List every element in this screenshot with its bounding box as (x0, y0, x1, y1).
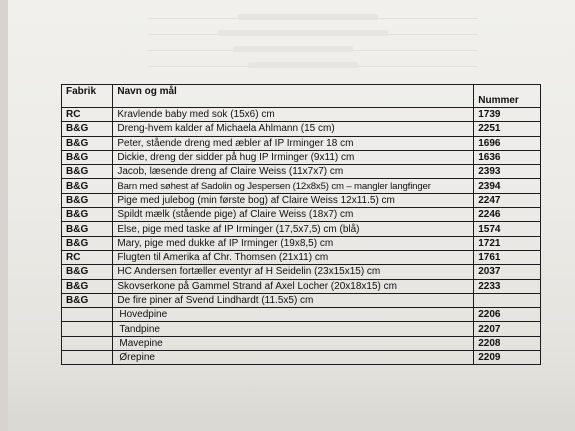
cell-navn: Else, pige med taske af IP Irminger (17,5x7,5) cm (blå) (113, 222, 474, 236)
cell-nummer: 2233 (474, 279, 541, 293)
cell-fabrik (62, 322, 113, 336)
table-row (62, 293, 541, 307)
cell-nummer: 2247 (474, 193, 541, 207)
table-row (62, 122, 541, 136)
cell-nummer: 2394 (474, 179, 541, 193)
header-navn: Navn og mål (113, 85, 474, 108)
figurine-table (61, 84, 541, 365)
header-fabrik: Fabrik (62, 85, 113, 108)
table-row (62, 208, 541, 222)
cell-nummer: 2208 (474, 336, 541, 350)
cell-fabrik: B&G (62, 265, 113, 279)
cell-fabrik: B&G (62, 136, 113, 150)
cell-navn: Pige med julebog (min første bog) af Claire Weiss 12x11.5) cm (113, 193, 474, 207)
table-row (62, 250, 541, 264)
cell-fabrik: B&G (62, 208, 113, 222)
cell-navn: Ørepine (113, 351, 474, 365)
cell-fabrik: B&G (62, 293, 113, 307)
cell-fabrik: B&G (62, 222, 113, 236)
table-row (62, 351, 541, 365)
cell-fabrik: B&G (62, 279, 113, 293)
cell-navn: Tandpine (113, 322, 474, 336)
cell-fabrik: B&G (62, 150, 113, 164)
cell-nummer: 2207 (474, 322, 541, 336)
cell-navn: Flugten til Amerika af Chr. Thomsen (21x11) cm (113, 250, 474, 264)
cell-navn: Mavepine (113, 336, 474, 350)
bleed-through-text (233, 46, 353, 52)
cell-nummer: 2246 (474, 208, 541, 222)
cell-navn: Spildt mælk (stående pige) af Claire Weiss (18x7) cm (113, 208, 474, 222)
cell-nummer: 1636 (474, 150, 541, 164)
table-row (62, 322, 541, 336)
table-row (62, 222, 541, 236)
cell-navn: Mary, pige med dukke af IP Irminger (19x8,5) cm (113, 236, 474, 250)
cell-navn: Dickie, dreng der sidder på hug IP Irminger (9x11) cm (113, 150, 474, 164)
cell-nummer: 2251 (474, 122, 541, 136)
cell-nummer: 1696 (474, 136, 541, 150)
cell-nummer: 1721 (474, 236, 541, 250)
cell-fabrik (62, 336, 113, 350)
table-row (62, 108, 541, 122)
cell-navn: Hovedpine (113, 308, 474, 322)
cell-nummer: 1739 (474, 108, 541, 122)
cell-navn: Jacob, læsende dreng af Claire Weiss (11x7x7) cm (113, 165, 474, 179)
cell-navn: De fire piner af Svend Lindhardt (11.5x5) cm (113, 293, 474, 307)
cell-nummer: 1574 (474, 222, 541, 236)
cell-navn: Barn med søhest af Sadolin og Jespersen (12x8x5) cm – mangler langfinger (113, 179, 474, 193)
bleed-through-text (238, 14, 378, 20)
cell-navn: Kravlende baby med sok (15x6) cm (113, 108, 474, 122)
cell-fabrik: B&G (62, 236, 113, 250)
table-row (62, 308, 541, 322)
cell-nummer (474, 293, 541, 307)
cell-nummer: 1761 (474, 250, 541, 264)
cell-navn: Peter, stående dreng med æbler af IP Irminger 18 cm (113, 136, 474, 150)
cell-fabrik: RC (62, 108, 113, 122)
cell-nummer: 2037 (474, 265, 541, 279)
cell-fabrik: B&G (62, 165, 113, 179)
table-row (62, 136, 541, 150)
cell-fabrik: B&G (62, 179, 113, 193)
table-row (62, 193, 541, 207)
cell-nummer: 2393 (474, 165, 541, 179)
table-row (62, 179, 541, 193)
header-nummer: Nummer (474, 85, 541, 108)
table-header-row (62, 85, 541, 108)
table-row (62, 336, 541, 350)
cell-fabrik: B&G (62, 193, 113, 207)
table-row (62, 279, 541, 293)
cell-nummer: 2206 (474, 308, 541, 322)
cell-fabrik (62, 351, 113, 365)
cell-navn: HC Andersen fortæller eventyr af H Seidelin (23x15x15) cm (113, 265, 474, 279)
cell-navn: Dreng-hvem kalder af Michaela Ahlmann (15 cm) (113, 122, 474, 136)
bleed-through-text (218, 30, 388, 36)
cell-fabrik (62, 308, 113, 322)
table-row (62, 165, 541, 179)
table-row (62, 150, 541, 164)
cell-nummer: 2209 (474, 351, 541, 365)
cell-navn: Skovserkone på Gammel Strand af Axel Locher (20x18x15) cm (113, 279, 474, 293)
table-row (62, 265, 541, 279)
table-body (62, 108, 541, 365)
cell-fabrik: RC (62, 250, 113, 264)
cell-fabrik: B&G (62, 122, 113, 136)
table-row (62, 236, 541, 250)
bleed-through-text (248, 62, 358, 68)
